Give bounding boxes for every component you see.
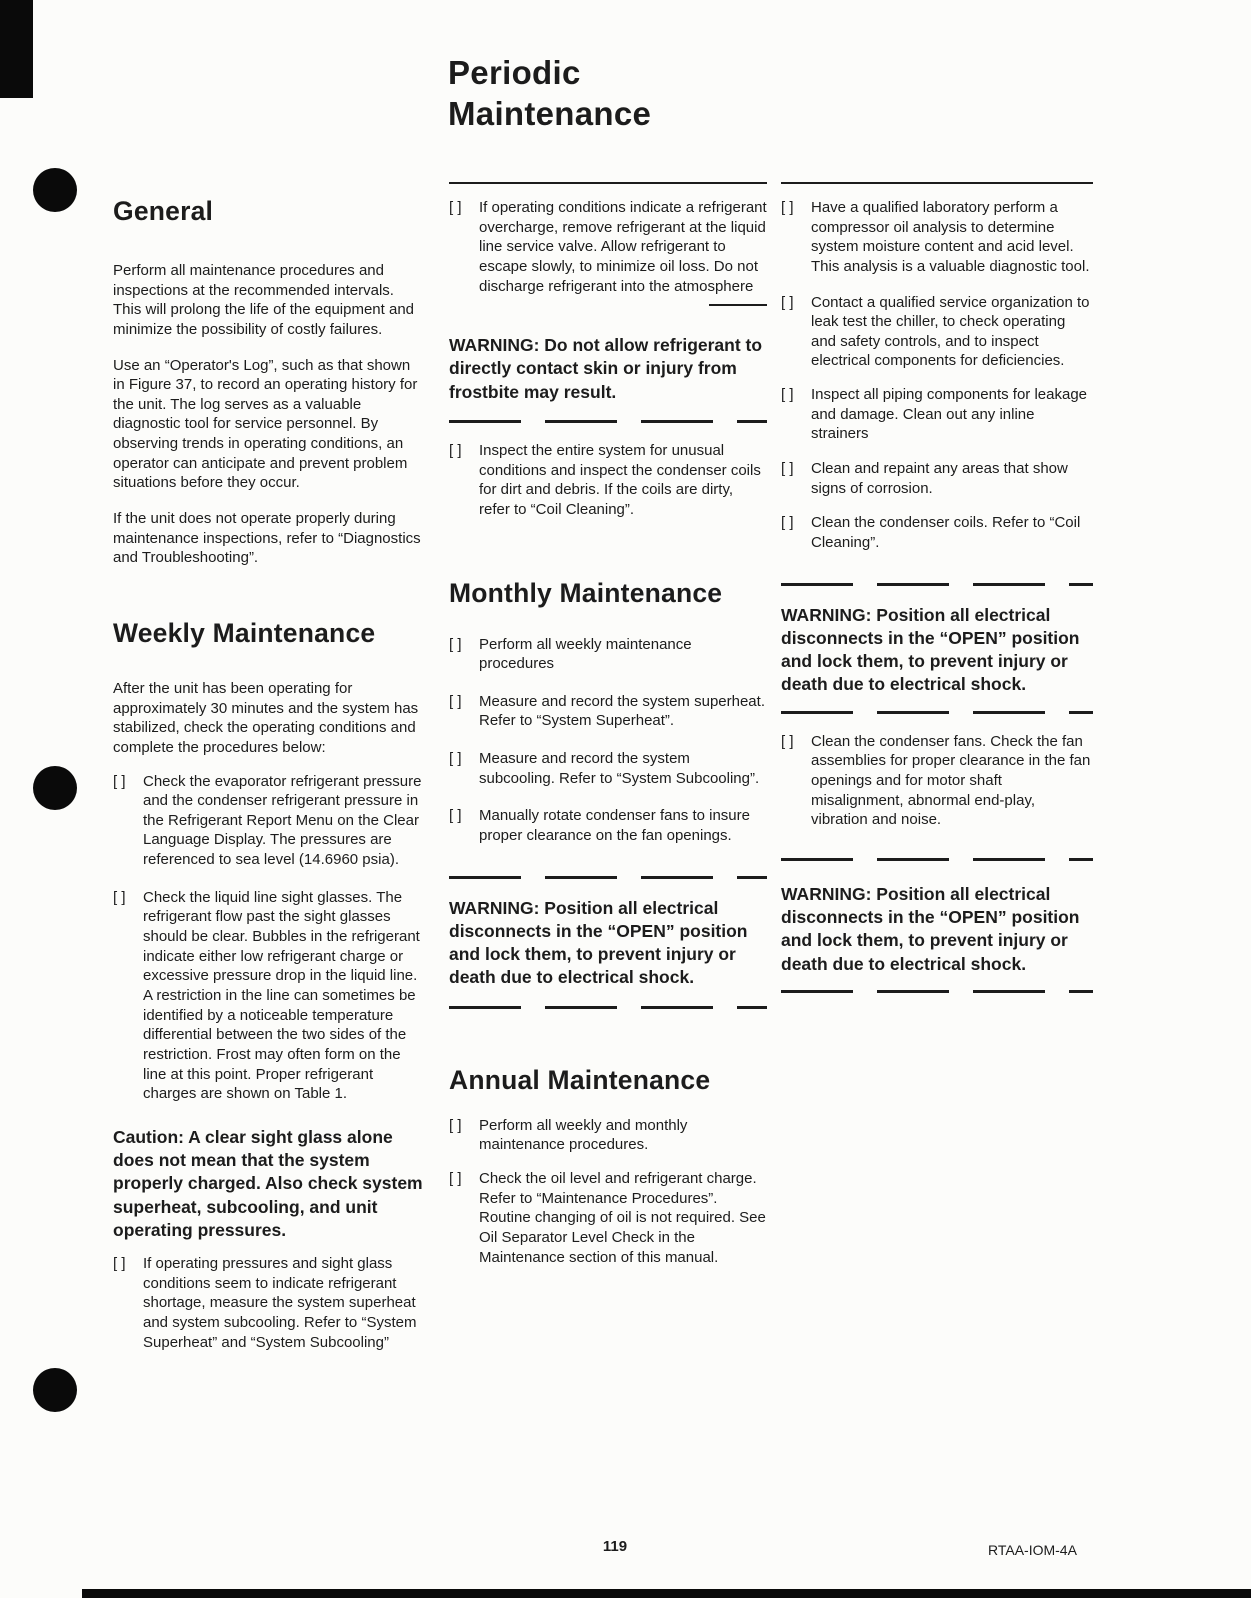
checklist-text: Inspect all piping components for leakage and damage. Clean out any inline strainers bbox=[811, 386, 1088, 443]
checkbox-marker: [ ] bbox=[113, 888, 126, 906]
heading-weekly-maintenance: Weekly Maintenance bbox=[113, 617, 376, 648]
checklist-item-evaporator-pressure bbox=[113, 772, 423, 870]
column-right bbox=[781, 182, 1093, 1011]
weekly-intro: After the unit has been operating for approximately 30 minutes and the system has stabilized, check the operating conditions and complete the procedures below: bbox=[113, 679, 419, 756]
checkbox-marker: [ ] bbox=[781, 460, 794, 478]
checklist-text: Clean the condenser coils. Refer to “Coil Cleaning”. bbox=[811, 514, 1081, 551]
divider-dashed bbox=[449, 1006, 767, 1009]
warning-electrical-disconnect: WARNING: Position all electrical disconnects in the “OPEN” position and lock them, to prevent injury or death due to electrical shock. bbox=[449, 897, 748, 988]
checkbox-marker: [ ] bbox=[449, 1116, 462, 1134]
page-number: 119 bbox=[602, 1538, 628, 1555]
checkbox-marker: [ ] bbox=[449, 635, 462, 653]
checklist-item-weekly-monthly-procedures bbox=[449, 1116, 767, 1155]
checklist-item-overcharge bbox=[449, 198, 767, 296]
divider-short bbox=[709, 304, 767, 306]
checkbox-marker: [ ] bbox=[781, 386, 794, 404]
checklist-item-oil-analysis bbox=[781, 198, 1093, 277]
checklist-item-weekly-procedures bbox=[449, 635, 767, 674]
scan-edge-bottom bbox=[82, 1589, 1251, 1598]
warning-electrical-disconnect: WARNING: Position all electrical disconnects in the “OPEN” position and lock them, to prevent injury or death due to electrical shock. bbox=[781, 883, 1080, 974]
general-paragraph-3: If the unit does not operate properly during maintenance inspections, refer to “Diagnostics and Troubleshooting”. bbox=[113, 510, 421, 567]
divider bbox=[781, 182, 1093, 184]
general-paragraph-2: Use an “Operator's Log”, such as that shown in Figure 37, to record an operating history for the unit. The log serves as a valuable diagnostic tool for service personnel. By observing trends in operating conditions, an operator can anticipate and prevent problem situations before they occur. bbox=[113, 356, 418, 492]
checklist-item-refrigerant-shortage bbox=[113, 1254, 423, 1352]
checklist-item-inspect-system bbox=[449, 441, 767, 520]
checkbox-marker: [ ] bbox=[113, 1255, 126, 1273]
divider-dashed bbox=[449, 420, 767, 423]
divider-dashed bbox=[781, 858, 1093, 861]
heading-annual-maintenance: Annual Maintenance bbox=[449, 1064, 711, 1095]
checklist-item-leak-test bbox=[781, 293, 1093, 372]
checklist-text: Check the oil level and refrigerant charge. Refer to “Maintenance Procedures”. Routine changing of oil is not required. See Oil Separator Level Check in the Maintenance section of this manual. bbox=[479, 1170, 766, 1266]
checklist-text: Check the liquid line sight glasses. The refrigerant flow past the sight glasses should be clear. Bubbles in the refrigerant indicate either low refrigerant charge or excessive pressure drop in the liquid line. A restriction in the line can sometimes be identified by a noticeable temperature differential between the two sides of the restriction. Frost may often form on the line at this point. Proper refrigerant charges are shown on Table 1. bbox=[143, 888, 420, 1103]
punch-hole-mark-1 bbox=[33, 168, 77, 212]
checklist-item-condenser-fans bbox=[781, 732, 1093, 830]
checkbox-marker: [ ] bbox=[449, 807, 462, 825]
checklist-text: Measure and record the system subcooling. Refer to “System Subcooling”. bbox=[479, 750, 760, 787]
column-middle bbox=[449, 182, 767, 1285]
checklist-text: Have a qualified laboratory perform a compressor oil analysis to determine system moisture content and acid level. This analysis is a valuable diagnostic tool. bbox=[811, 199, 1090, 275]
divider-dashed bbox=[449, 876, 767, 879]
checklist-item-clean-coils bbox=[781, 513, 1093, 552]
punch-hole-mark-3 bbox=[33, 1368, 77, 1412]
checklist-item-sight-glasses bbox=[113, 888, 423, 1104]
checklist-item-piping bbox=[781, 385, 1093, 444]
checklist-text: Clean the condenser fans. Check the fan assemblies for proper clearance in the fan openings and for motor shaft misalignment, abnormal end-play, vibration and noise. bbox=[811, 732, 1091, 829]
checklist-text: Inspect the entire system for unusual conditions and inspect the condenser coils for dirt and debris. If the coils are dirty, refer to “Coil Cleaning”. bbox=[479, 442, 761, 518]
checkbox-marker: [ ] bbox=[449, 1170, 462, 1188]
divider-dashed bbox=[781, 990, 1093, 993]
general-paragraph-1: Perform all maintenance procedures and inspections at the recommended intervals. This will prolong the life of the equipment and minimize the possibility of costly failures. bbox=[113, 262, 415, 338]
heading-general: General bbox=[113, 196, 214, 226]
checklist-item-subcooling bbox=[449, 749, 767, 788]
checkbox-marker: [ ] bbox=[449, 442, 462, 459]
warning-frostbite: WARNING: Do not allow refrigerant to directly contact skin or injury from frostbite may result. bbox=[449, 335, 763, 402]
checklist-text: Clean and repaint any areas that show signs of corrosion. bbox=[811, 460, 1068, 497]
checkbox-marker: [ ] bbox=[113, 772, 126, 790]
checklist-text: Perform all weekly maintenance procedures bbox=[479, 635, 692, 673]
checkbox-marker: [ ] bbox=[781, 732, 794, 750]
checkbox-marker: [ ] bbox=[449, 750, 462, 768]
checklist-text: Contact a qualified service organization to leak test the chiller, to check operating and safety controls, and to inspect electrical components for deficiencies. bbox=[811, 293, 1090, 370]
checklist-text: Check the evaporator refrigerant pressure and the condenser refrigerant pressure in the Refrigerant Report Menu on the Clear Language Display. The pressures are referenced to sea level (14.6960 psia). bbox=[143, 772, 422, 869]
checklist-text: Manually rotate condenser fans to insure proper clearance on the fan openings. bbox=[479, 807, 750, 845]
page-title-line-1: Periodic bbox=[448, 54, 581, 91]
checklist-text: Measure and record the system superheat. Refer to “System Superheat”. bbox=[479, 692, 765, 730]
checklist-item-oil-level bbox=[449, 1169, 767, 1267]
page-title-line-2: Maintenance bbox=[448, 95, 652, 133]
document-code: RTAA-IOM-4A bbox=[988, 1542, 1077, 1558]
checkbox-marker: [ ] bbox=[781, 199, 794, 216]
scan-edge-top-left bbox=[0, 0, 33, 98]
caution-sight-glass: Caution: A clear sight glass alone does not mean that the system properly charged. Also check system superheat, subcooling, and unit operating pressures. bbox=[113, 1126, 423, 1240]
column-left bbox=[113, 196, 423, 1370]
checklist-item-repaint bbox=[781, 459, 1093, 498]
divider-dashed bbox=[781, 583, 1093, 586]
punch-hole-mark-2 bbox=[33, 766, 77, 810]
checklist-text: If operating conditions indicate a refrigerant overcharge, remove refrigerant at the liquid line service valve. Allow refrigerant to escape slowly, to minimize oil loss. Do not discharge refrigerant into the atmosphere bbox=[479, 199, 767, 295]
checkbox-marker: [ ] bbox=[449, 692, 462, 710]
checklist-item-rotate-fans bbox=[449, 806, 767, 845]
checkbox-marker: [ ] bbox=[781, 514, 794, 532]
checklist-item-superheat bbox=[449, 692, 767, 731]
checklist-text: If operating pressures and sight glass conditions seem to indicate refrigerant shortage, measure the system superheat and system subcooling. Refer to “System Superheat” and “System Subcooling” bbox=[143, 1255, 417, 1351]
page-title bbox=[448, 52, 651, 135]
checkbox-marker: [ ] bbox=[781, 293, 794, 311]
checklist-text: Perform all weekly and monthly maintenance procedures. bbox=[479, 1116, 688, 1154]
divider-dashed bbox=[781, 711, 1093, 714]
heading-monthly-maintenance: Monthly Maintenance bbox=[449, 577, 723, 608]
checkbox-marker: [ ] bbox=[449, 199, 462, 216]
warning-electrical-disconnect: WARNING: Position all electrical disconnects in the “OPEN” position and lock them, to prevent injury or death due to electrical shock. bbox=[781, 604, 1080, 695]
divider bbox=[449, 182, 767, 184]
